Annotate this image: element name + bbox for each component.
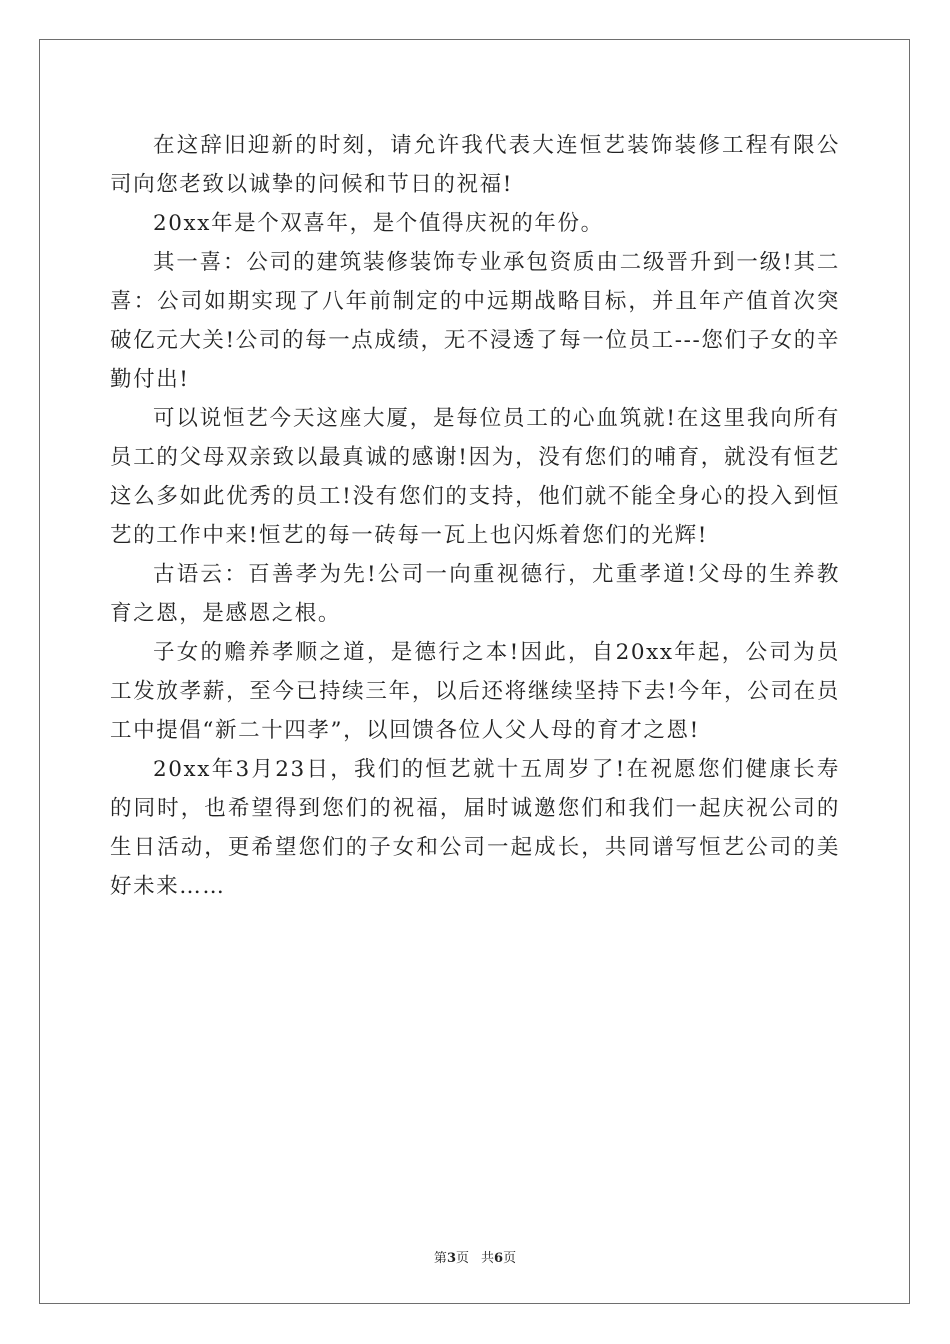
page-total: 共6页 <box>481 1251 517 1266</box>
paragraph-anniversary: 20xx年3月23日，我们的恒艺就十五周岁了!在祝愿您们健康长寿的同时，也希望得到您们的祝福，届时诚邀您们和我们一起庆祝公司的生日活动，更希望您们的子女和公司一起成长，共同谱写恒艺公司的美好未来…… <box>110 757 840 899</box>
paragraph-greeting: 在这辞旧迎新的时刻，请允许我代表大连恒艺装饰装修工程有限公司向您老致以诚挚的问候和节日的祝福! <box>110 133 840 197</box>
paragraph-filial-salary: 子女的赡养孝顺之道，是德行之本!因此，自20xx年起，公司为员工发放孝薪，至今已持续三年，以后还将继续坚持下去!今年，公司在员工中提倡“新二十四孝”，以回馈各位人父人母的育才之恩! <box>110 640 840 743</box>
page-footer <box>0 1247 950 1266</box>
page-number: 第3页 <box>433 1251 469 1266</box>
document-body <box>110 126 840 906</box>
paragraph-double-joy-year: 20xx年是个双喜年，是个值得庆祝的年份。 <box>153 211 604 236</box>
paragraph-two-joys: 其一喜：公司的建筑装修装饰专业承包资质由二级晋升到一级!其二喜：公司如期实现了八年前制定的中远期战略目标，并且年产值首次突破亿元大关!公司的每一点成绩，无不浸透了每一位员工---您们子女的辛勤付出! <box>110 250 840 392</box>
paragraph-filial-piety: 古语云：百善孝为先!公司一向重视德行，尤重孝道!父母的生养教育之恩，是感恩之根。 <box>110 562 840 626</box>
paragraph-gratitude: 可以说恒艺今天这座大厦，是每位员工的心血筑就!在这里我向所有员工的父母双亲致以最真诚的感谢!因为，没有您们的哺育，就没有恒艺这么多如此优秀的员工!没有您们的支持，他们就不能全身心的投入到恒艺的工作中来!恒艺的每一砖每一瓦上也闪烁着您们的光辉! <box>110 406 840 548</box>
